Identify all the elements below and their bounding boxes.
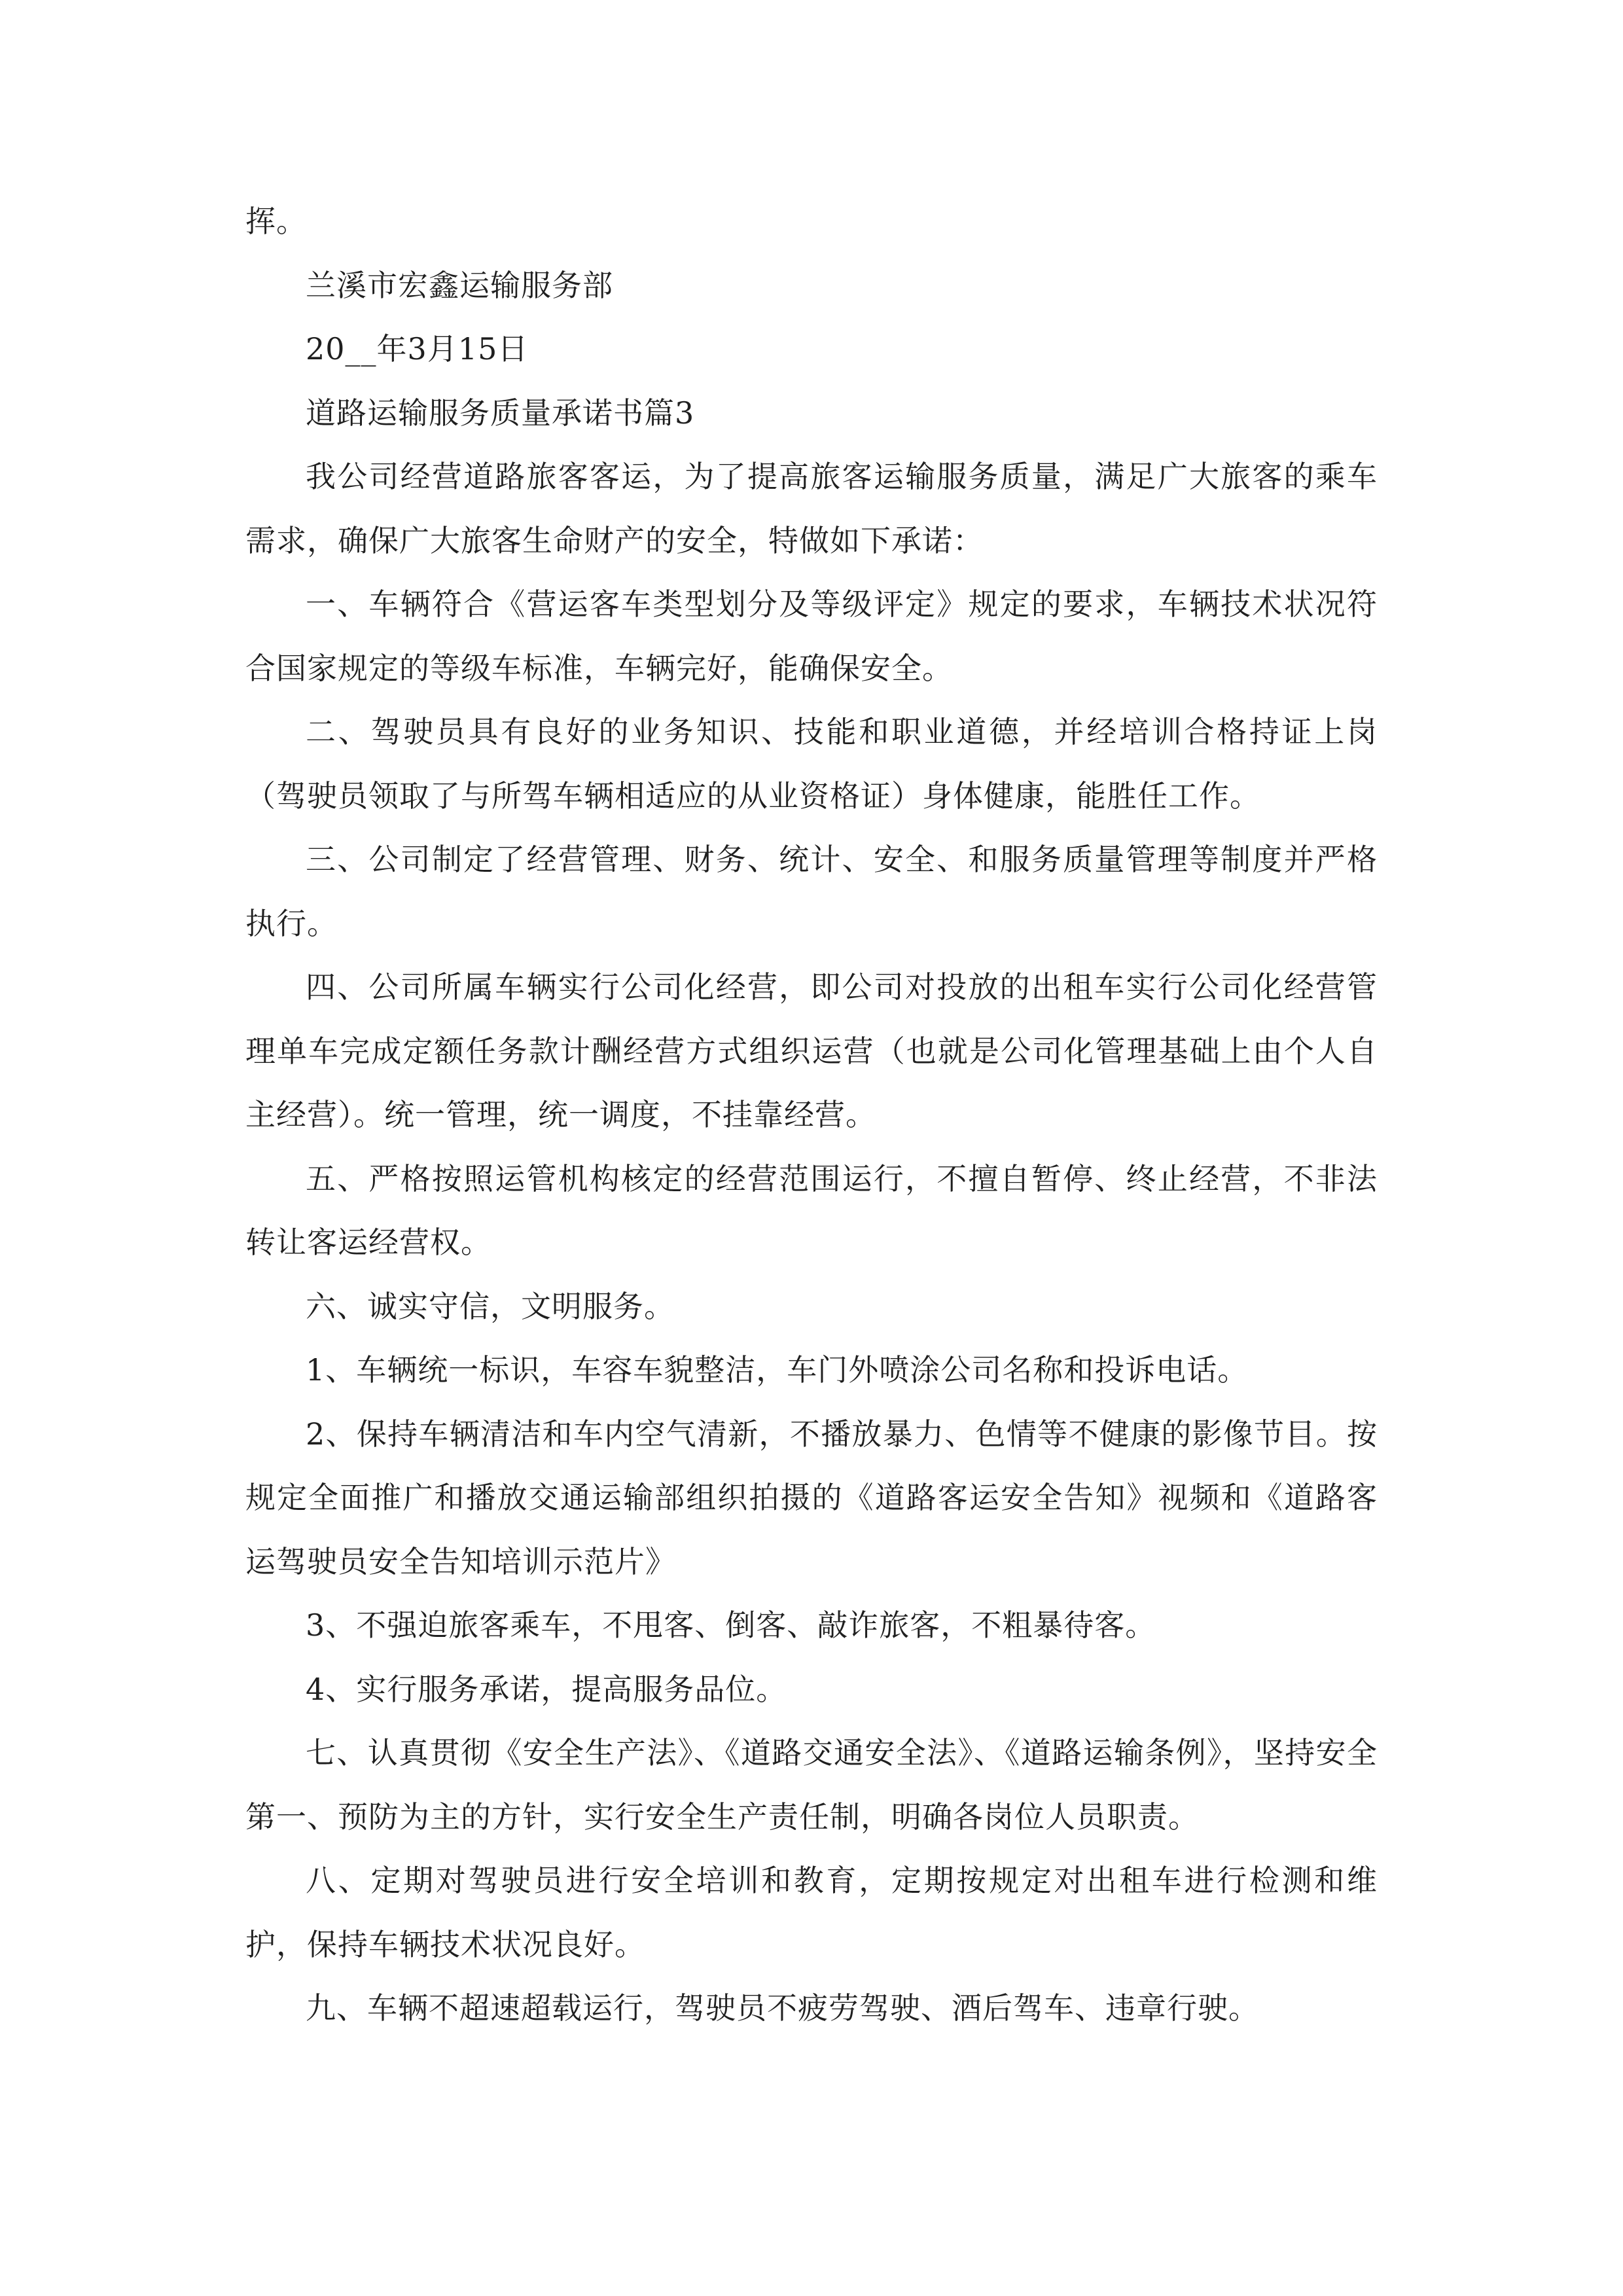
paragraph-item-2: 二、驾驶员具有良好的业务知识、技能和职业道德，并经培训合格持证上岗（驾驶员领取了与所驾车辆相适应的从业资格证）身体健康，能胜任工作。 xyxy=(245,714,1378,814)
paragraph-subitem-4: 4、实行服务承诺，提高服务品位。 xyxy=(306,1671,787,1707)
paragraph-item-6: 六、诚实守信，文明服务。 xyxy=(306,1288,675,1324)
paragraph-date: 20__年3月15日 xyxy=(306,331,529,367)
paragraph-item-1: 一、车辆符合《营运客车类型划分及等级评定》规定的要求，车辆技术状况符合国家规定的等级车标准，车辆完好，能确保安全。 xyxy=(245,586,1378,686)
paragraph-intro: 我公司经营道路旅客客运，为了提高旅客运输服务质量，满足广大旅客的乘车需求，确保广大旅客生命财产的安全，特做如下承诺： xyxy=(245,459,1378,558)
paragraph-subitem-2: 2、保持车辆清洁和车内空气清新，不播放暴力、色情等不健康的影像节目。按规定全面推广和播放交通运输部组织拍摄的《道路客运安全告知》视频和《道路客运驾驶员安全告知培训示范片》 xyxy=(245,1416,1378,1579)
paragraph-item-9: 九、车辆不超速超载运行，驾驶员不疲劳驾驶、酒后驾车、违章行驶。 xyxy=(306,1990,1259,2026)
paragraph-item-7: 七、认真贯彻《安全生产法》、《道路交通安全法》、《道路运输条例》，坚持安全第一、预防为主的方针，实行安全生产责任制，明确各岗位人员职责。 xyxy=(245,1735,1378,1835)
paragraph-item-3: 三、公司制定了经营管理、财务、统计、安全、和服务质量管理等制度并严格执行。 xyxy=(245,842,1378,941)
paragraph-subitem-1: 1、车辆统一标识，车容车貌整洁，车门外喷涂公司名称和投诉电话。 xyxy=(306,1352,1249,1388)
paragraph-subitem-3: 3、不强迫旅客乘车，不甩客、倒客、敲诈旅客，不粗暴待客。 xyxy=(306,1607,1156,1643)
paragraph-item-8: 八、定期对驾驶员进行安全培训和教育，定期按规定对出租车进行检测和维护，保持车辆技术状况良好。 xyxy=(245,1863,1378,1962)
paragraph-signature-org: 兰溪市宏鑫运输服务部 xyxy=(306,267,613,303)
paragraph-item-5: 五、严格按照运管机构核定的经营范围运行，不擅自暂停、终止经营，不非法转让客运经营权。 xyxy=(245,1160,1378,1260)
paragraph-continuation: 挥。 xyxy=(245,204,307,239)
document-body xyxy=(245,190,1378,2041)
section-heading: 道路运输服务质量承诺书篇3 xyxy=(306,395,695,431)
paragraph-item-4: 四、公司所属车辆实行公司化经营，即公司对投放的出租车实行公司化经营管理单车完成定额任务款计酬经营方式组织运营（也就是公司化管理基础上由个人自主经营）。统一管理，统一调度，不挂靠经营。 xyxy=(245,969,1378,1132)
